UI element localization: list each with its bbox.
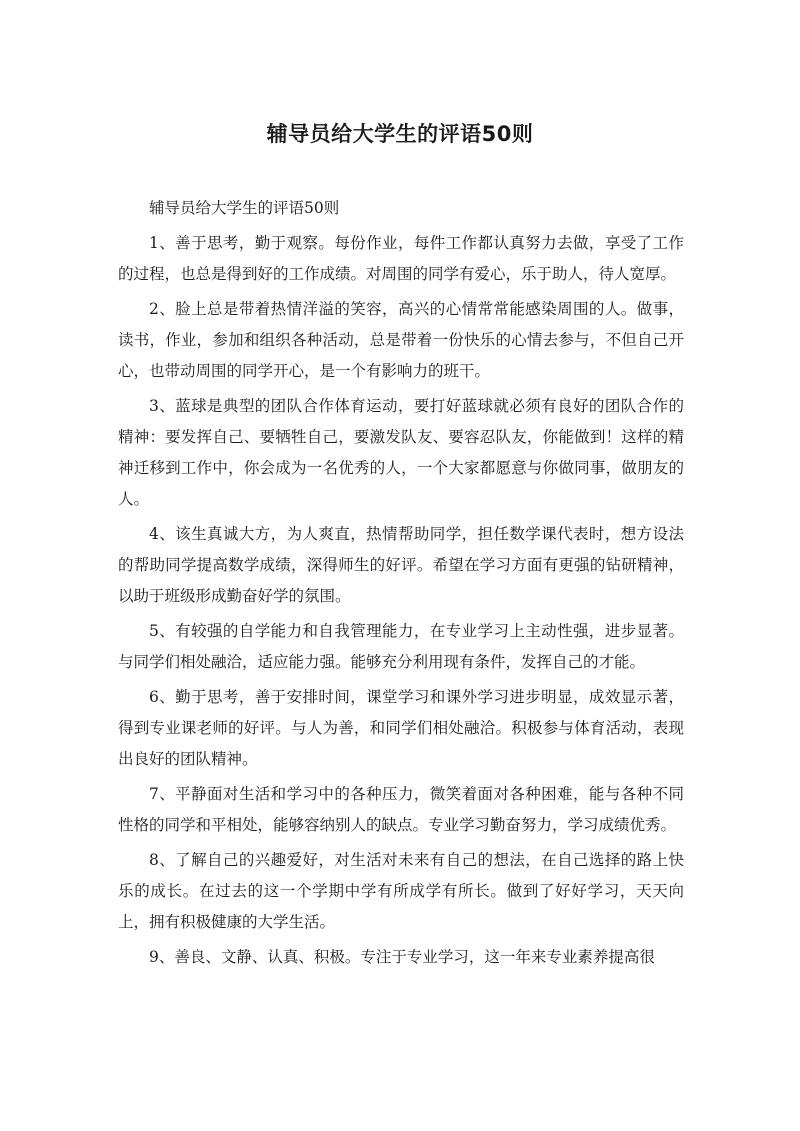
- comment-paragraph-6: 6、勤于思考，善于安排时间，课堂学习和课外学习进步明显，成效显示著，得到专业课老师的好评。与人为善，和同学们相处融洽。积极参与体育活动，表现出良好的团队精神。: [118, 688, 684, 768]
- comment-paragraph-7: 7、平静面对生活和学习中的各种压力，微笑着面对各种困难，能与各种不同性格的同学和平相处，能够容纳别人的缺点。专业学习勤奋努力，学习成绩优秀。: [118, 785, 684, 834]
- document-body: [118, 193, 684, 977]
- comment-paragraph-2: 2、脸上总是带着热情洋溢的笑容，高兴的心情常常能感染周围的人。做事，读书，作业，参加和组织各种活动，总是带着一份快乐的心情去参与，不但自己开心，也带动周围的同学开心，是一个有影响力的班干。: [118, 300, 684, 380]
- comment-paragraph-3: 3、蓝球是典型的团队合作体育运动，要打好蓝球就必须有良好的团队合作的精神：要发挥自己、要牺牲自己，要激发队友、要容忍队友，你能做到！这样的精神迁移到工作中，你会成为一名优秀的人，一个大家都愿意与你做同事，做朋友的人。: [118, 397, 684, 508]
- comment-paragraph-1: 1、善于思考，勤于观察。每份作业，每件工作都认真努力去做，享受了工作的过程，也总是得到好的工作成绩。对周围的同学有爱心，乐于助人，待人宽厚。: [118, 234, 684, 283]
- document-subtitle: 辅导员给大学生的评语50则: [149, 199, 340, 217]
- comment-paragraph-4: 4、该生真诚大方，为人爽直，热情帮助同学，担任数学课代表时，想方设法的帮助同学提高数学成绩，深得师生的好评。希望在学习方面有更强的钻研精神，以助于班级形成勤奋好学的氛围。: [118, 525, 684, 605]
- comment-paragraph-8: 8、了解自己的兴趣爱好，对生活对未来有自己的想法，在自己选择的路上快乐的成长。在过去的这一个学期中学有所成学有所长。做到了好好学习，天天向上，拥有积极健康的大学生活。: [118, 851, 684, 931]
- comment-paragraph-9: 9、善良、文静、认真、积极。专注于专业学习，这一年来专业素养提高很: [149, 948, 655, 966]
- comment-paragraph-5: 5、有较强的自学能力和自我管理能力，在专业学习上主动性强，进步显著。与同学们相处融洽，适应能力强。能够充分利用现有条件，发挥自己的才能。: [118, 622, 684, 671]
- document-title: 辅导员给大学生的评语50则: [266, 122, 534, 146]
